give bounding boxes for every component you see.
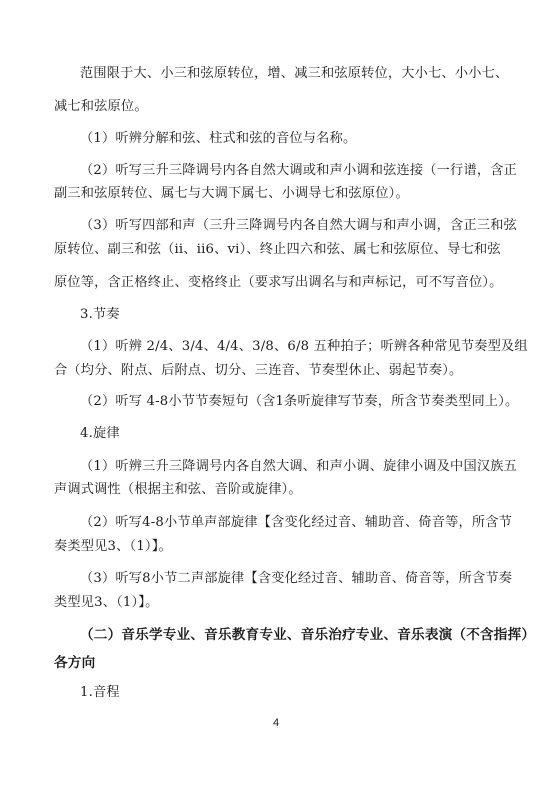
section-heading-intervals: 1.音程 [80,685,120,700]
text-line-12: （2）听写 4-8小节节奏短句（含1条听旋律写节奏，所含节奏类型同上）。 [80,394,519,409]
text-line-1: 范围限于大、小三和弦原转位，增、减三和弦原转位，大小七、小小七、 [80,66,509,81]
section-heading-majors: （二）音乐学专业、音乐教育专业、音乐治疗专业、音乐表演（不含指挥） [80,627,536,643]
text-line-2: 减七和弦原位。 [54,99,148,114]
text-line-7: 原转位、副三和弦（ii、ii6、vi）、终止四六和弦、属七和弦原位、导七和弦 [54,242,501,257]
text-line-8: 原位等，含正格终止、变格终止（要求写出调名与和声标记，可不写音位）。 [54,275,503,290]
text-line-14: （1）听辨三升三降调号内各自然大调、和声小调、旋律小调及中国汉族五 [80,459,517,474]
text-line-4: （2）听写三升三降调号内各自然大调或和声小调和弦连接（一行谱，含正 [80,163,517,178]
text-line-5: 副三和弦原转位、属七与大调下属七、小调导七和弦原位）。 [54,186,409,201]
text-line-16: （2）听写4-8小节单声部旋律【含变化经过音、辅助音、倚音等，所含节 [80,515,513,530]
page-number: 4 [272,717,280,729]
text-line-6: （3）听写四部和声（三升三降调号内各自然大调与和声小调，含正三和弦 [80,218,517,233]
section-heading-rhythm: 3.节奏 [80,307,120,322]
text-line-17: 奏类型见3、（1）】。 [54,539,172,554]
text-line-10: （1）听辨 2/4、3/4、4/4、3/8、6/8 五种拍子；听辨各种常见节奏型及组 [80,339,528,354]
section-heading-melody: 4.旋律 [80,426,120,441]
text-line-19: 类型见3、（1）】。 [54,595,159,610]
text-line-15: 声调式调性（根据主和弦、音阶或旋律）。 [54,482,302,497]
text-line-3: （1）听辨分解和弦、柱式和弦的音位与名称。 [80,131,357,146]
text-line-11: 合（均分、附点、后附点、切分、三连音、节奏型休止、弱起节奏）。 [54,363,463,378]
text-line-18: （3）听写8小节二声部旋律【含变化经过音、辅助音、倚音等，所含节奏 [80,571,513,586]
section-heading-majors-cont: 各方向 [54,655,96,671]
